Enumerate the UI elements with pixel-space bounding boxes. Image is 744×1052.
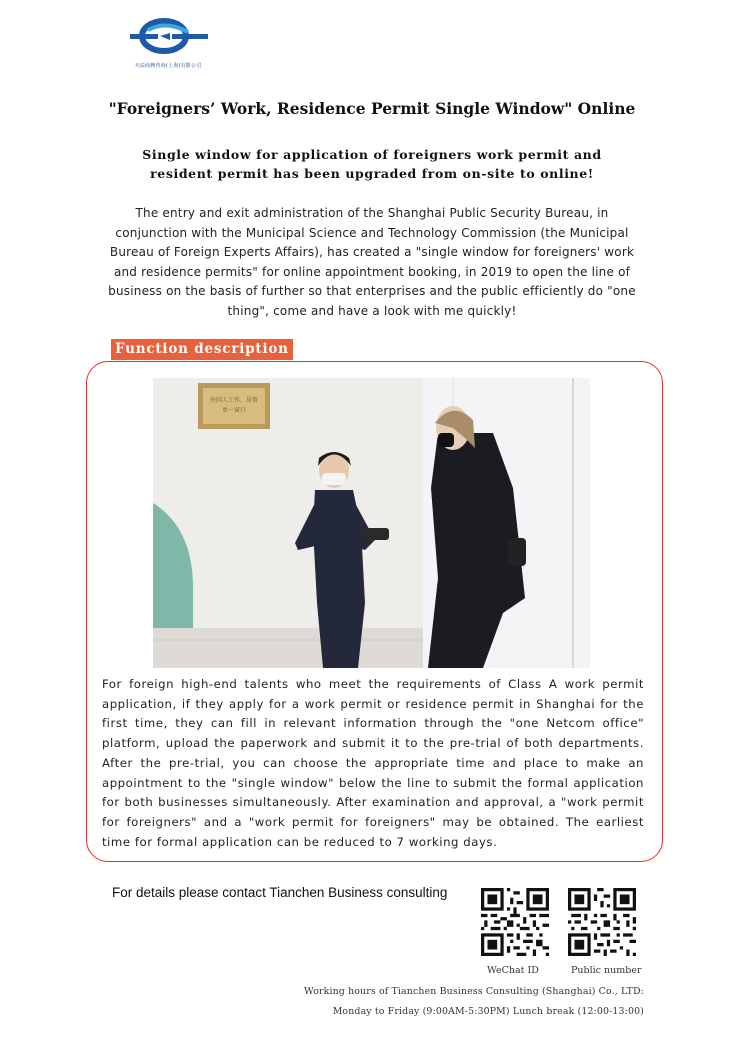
contact-line: For details please contact Tianchen Business consulting: [112, 885, 448, 900]
company-logo: [118, 10, 218, 70]
page-title: "Foreigners’ Work, Residence Permit Single Window" Online: [108, 99, 636, 118]
wechat-qr-label: WeChat ID: [487, 965, 539, 976]
wechat-qr-code: [481, 888, 549, 956]
working-hours-title: Working hours of Tianchen Business Consulting (Shanghai) Co., LTD:: [304, 986, 644, 997]
page-subtitle: Single window for application of foreigners work permit and resident permit has been upgraded from on-site to online!: [142, 147, 602, 181]
logo-caption: 天辰商務咨询(上海)有限公司: [134, 63, 202, 69]
svg-text:单一窗口: 单一窗口: [221, 407, 247, 414]
function-description-text: For foreign high-end talents who meet the requirements of Class A work permit application, if they apply for a work permit or residence permit in Shanghai for the first time, they can fill in relevant information through the "one Netcom office" platform, upload the paperwork and submit it to the pre-trial of both departments. After the pre-trial, you can choose the appropriate time and place to make an appointment to the "single window" below the line to submit the formal application for both businesses simultaneously. After examination and approval, a "work permit for foreigners" and a "work permit for foreigners" may be obtained. The earliest time for formal application can be reduced to 7 working days.: [102, 677, 644, 849]
service-window-photo: [153, 378, 590, 668]
svg-text:外国人工作、居留: 外国人工作、居留: [209, 397, 259, 404]
working-hours-detail: Monday to Friday (9:00AM-5:30PM) Lunch break (12:00-13:00): [332, 1006, 644, 1017]
public-number-qr-label: Public number: [571, 965, 642, 976]
section-label-function: Function description: [111, 339, 293, 360]
intro-paragraph: The entry and exit administration of the Shanghai Public Security Bureau, in conjunction with the Municipal Science and Technology Commission (the Municipal Bureau of Foreign Experts Affairs), has created a "single window for foreigners' work and residence permits" for online appointment booking, in 2019 to open the line of business on the basis of further so that enterprises and the public efficiently do "one thing", come and have a look with me quickly!: [108, 206, 636, 318]
public-number-qr-code: [568, 888, 636, 956]
